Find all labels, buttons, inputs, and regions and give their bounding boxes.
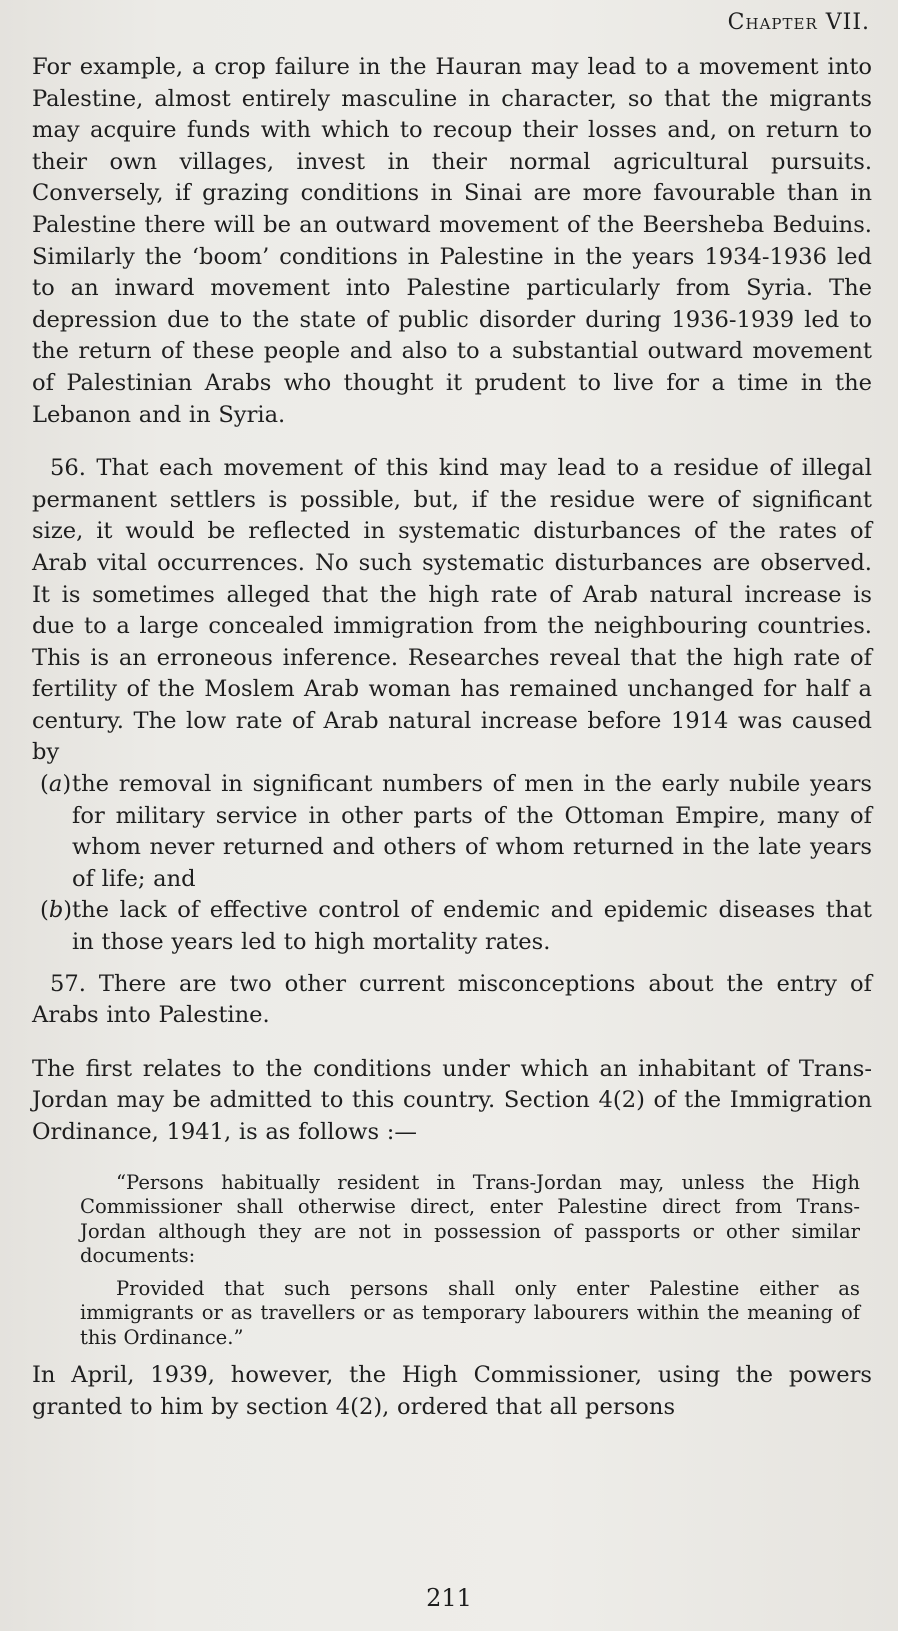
paragraph-intro: For example, a crop failure in the Hauran may lead to a movement into Palestine, almost entirely masculine in character, so that the migrants may acquire funds with which to recoup their losses and, on return to their own villages, invest in their normal agricultural pursuits. Conversely, if grazing conditions in Sinai are more favourable than in Palestine there will be an outward movement of the Beersheba Beduins. Similarly the ‘boom’ conditions in Palestine in the years 1934-1936 led to an inward movement into Palestine particularly from Syria. The depression due to the state of public disorder during 1936-1939 led to the return of these people and also to a substantial outward movement of Palestinian Arabs who thought it prudent to live for a time in the Lebanon and in Syria. — [32, 54, 872, 428]
list-item-text: the lack of effective control of endemic and epidemic diseases that in those years led to high mortality rates. — [72, 897, 872, 956]
causes-list — [32, 769, 872, 959]
page-number: 211 — [426, 1584, 472, 1612]
paragraph-first-misconception: The first relates to the conditions under which an inhabitant of Trans-Jordan may be admitted to this country. Section 4(2) of the Immigration Ordinance, 1941, is as follows :— — [32, 1055, 872, 1145]
list-item-text: the removal in significant numbers of men in the early nubile years for military service in other parts of the Ottoman Empire, many of whom never returned and others of whom returned in the late years of life; and — [72, 771, 872, 892]
paragraph-57: 57. There are two other current misconceptions about the entry of Arabs into Palestine. — [32, 970, 872, 1029]
list-marker: (a) — [40, 771, 72, 798]
quote-paragraph-2: Provided that such persons shall only enter Palestine either as immigrants or as travellers or as temporary labourers within the meaning of this Ordinance.” — [80, 1276, 860, 1349]
paragraph-april-1939: In April, 1939, however, the High Commissioner, using the powers granted to him by section 4(2), ordered that all persons — [32, 1362, 872, 1420]
page-body — [32, 52, 872, 1423]
ordinance-quote — [80, 1171, 860, 1351]
list-item-b — [32, 895, 872, 958]
quote-paragraph-1: “Persons habitually resident in Trans-Jordan may, unless the High Commissioner shall otherwise direct, enter Palestine direct from Trans-Jordan although they are not in possession of passports or other similar documents: — [80, 1170, 860, 1268]
chapter-header: Chapter VII. — [727, 10, 870, 35]
list-item-a — [32, 769, 872, 895]
list-marker: (b) — [40, 897, 73, 924]
paragraph-56: 56. That each movement of this kind may lead to a residue of illegal permanent settlers is possible, but, if the residue were of significant size, it would be reflected in systematic disturbances of the rates of Arab vital occurrences. No such systematic disturbances are observed. It is sometimes alleged that the high rate of Arab natural increase is due to a large concealed immigration from the neighbouring countries. This is an erroneous inference. Researches reveal that the high rate of fertility of the Moslem Arab woman has remained unchanged for half a century. The low rate of Arab natural increase before 1914 was caused by — [32, 455, 872, 766]
